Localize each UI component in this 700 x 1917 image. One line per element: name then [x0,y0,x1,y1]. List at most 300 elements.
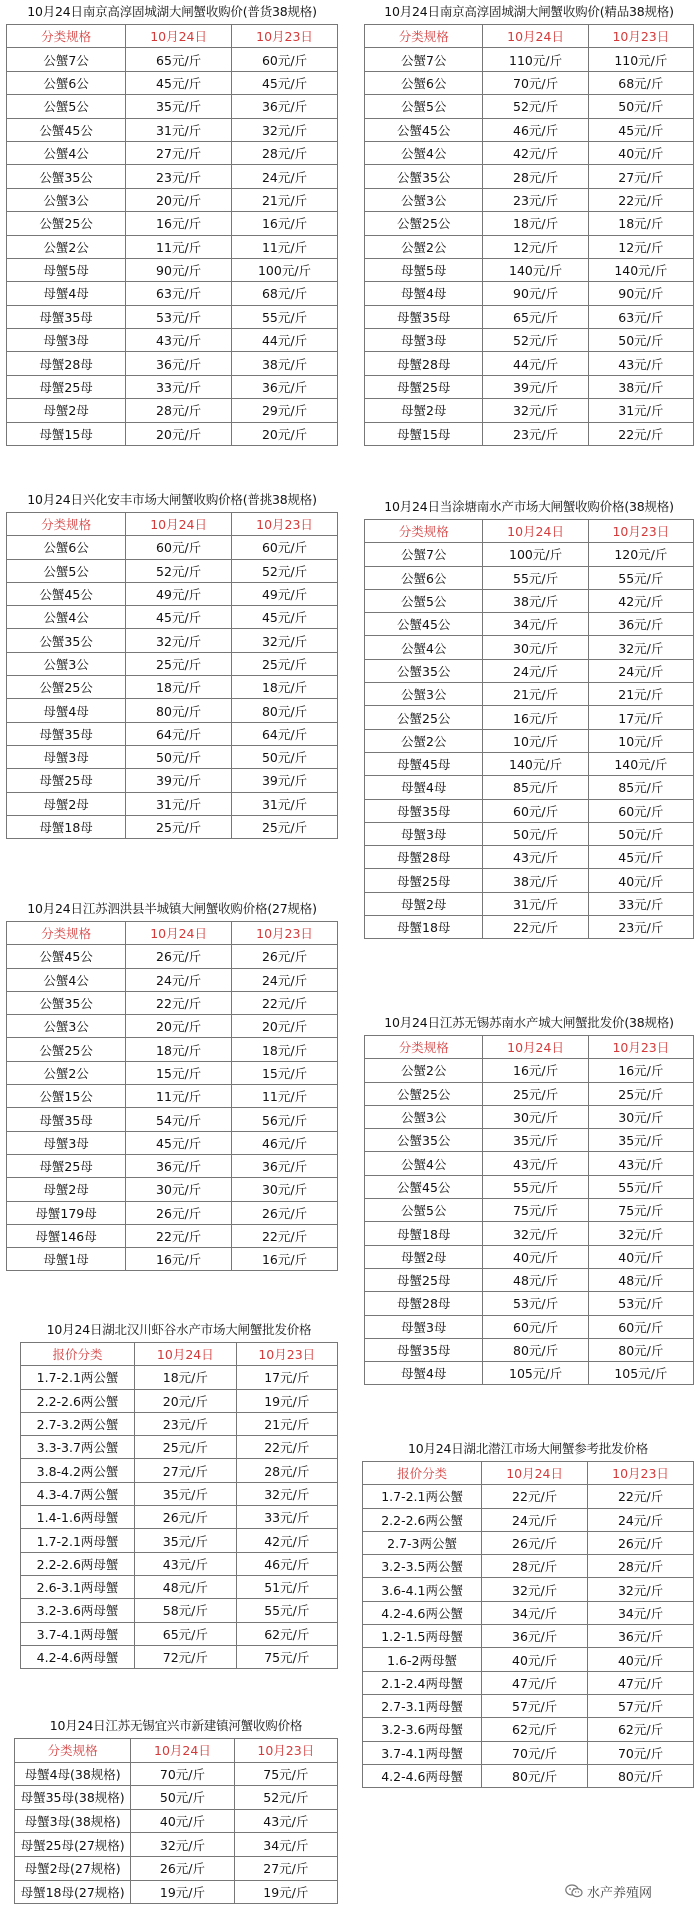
cell-price-current: 40元/斤 [483,1245,588,1268]
table-row [7,329,338,352]
cell-spec: 母蟹45母 [365,752,483,775]
cell-spec: 母蟹25母 [365,869,483,892]
cell-price-current: 27元/斤 [126,141,232,164]
cell-price-previous: 21元/斤 [236,1412,337,1435]
cell-price-previous: 21元/斤 [232,188,338,211]
cell-price-previous: 24元/斤 [232,165,338,188]
cell-spec: 2.1-2.4两母蟹 [363,1671,482,1694]
panel-xinghua-anfeng [6,488,338,912]
cell-price-current: 18元/斤 [126,1038,232,1061]
cell-spec: 公蟹25公 [365,706,483,729]
table-row [15,1786,338,1810]
cell-price-current: 70元/斤 [483,71,588,94]
table-row [21,1622,338,1645]
table-row [363,1578,694,1601]
cell-price-previous: 27元/斤 [234,1856,337,1880]
cell-price-previous: 32元/斤 [232,118,338,141]
table-row [7,606,338,629]
cell-price-previous: 36元/斤 [232,375,338,398]
cell-spec: 2.2-2.6两母蟹 [21,1552,135,1575]
cell-price-previous: 32元/斤 [232,629,338,652]
cell-price-current: 30元/斤 [126,1178,232,1201]
cell-spec: 公蟹25公 [7,1038,126,1061]
cell-spec: 公蟹3公 [7,1015,126,1038]
cell-price-current: 60元/斤 [483,1315,588,1338]
panel-yixing-xinjianzhen [14,1714,338,1912]
table-row [21,1599,338,1622]
table-row [21,1575,338,1598]
cell-price-previous: 24元/斤 [588,1508,694,1531]
table-row [7,422,338,445]
cell-price-previous: 40元/斤 [588,141,693,164]
cell-price-previous: 50元/斤 [588,95,693,118]
cell-spec: 2.7-3两公蟹 [363,1531,482,1554]
table-row [7,582,338,605]
cell-price-previous: 42元/斤 [236,1529,337,1552]
table-row [365,95,694,118]
header-date-current: 10月24日 [126,513,232,536]
cell-price-current: 25元/斤 [483,1082,588,1105]
cell-price-previous: 20元/斤 [232,422,338,445]
cell-spec: 公蟹3公 [7,188,126,211]
table-row [7,188,338,211]
table-row [365,706,694,729]
cell-spec: 公蟹2公 [7,1061,126,1084]
table-row [365,212,694,235]
cell-spec: 公蟹25公 [365,212,483,235]
cell-price-current: 22元/斤 [483,916,588,939]
cell-spec: 3.6-4.1两公蟹 [363,1578,482,1601]
table-row [21,1436,338,1459]
table-row [7,792,338,815]
header-row [7,25,338,48]
cell-price-current: 80元/斤 [126,699,232,722]
table-row [365,799,694,822]
header-row [7,513,338,536]
cell-spec: 母蟹2母 [365,1245,483,1268]
cell-price-previous: 44元/斤 [232,329,338,352]
header-date-current: 10月24日 [126,922,232,945]
table-row [7,1061,338,1084]
cell-spec: 公蟹7公 [365,48,483,71]
price-table [6,24,338,446]
cell-spec: 公蟹7公 [7,48,126,71]
cell-price-previous: 38元/斤 [588,375,693,398]
cell-price-current: 40元/斤 [482,1648,588,1671]
cell-price-previous: 45元/斤 [588,846,693,869]
cell-price-previous: 22元/斤 [232,1224,338,1247]
table-row [7,652,338,675]
cell-spec: 2.7-3.2两公蟹 [21,1412,135,1435]
cell-price-previous: 16元/斤 [232,1248,338,1271]
cell-price-previous: 43元/斤 [234,1809,337,1833]
cell-price-current: 43元/斤 [483,846,588,869]
cell-price-current: 11元/斤 [126,235,232,258]
cell-price-previous: 22元/斤 [588,188,693,211]
cell-price-previous: 40元/斤 [588,1245,693,1268]
price-table [364,24,694,446]
table-row [365,375,694,398]
table-row [7,991,338,1014]
table-row [365,869,694,892]
cell-spec: 公蟹25公 [365,1082,483,1105]
cell-price-previous: 26元/斤 [588,1531,694,1554]
table-row [365,589,694,612]
table-row [365,566,694,589]
header-date-previous: 10月23日 [588,25,693,48]
table-row [7,212,338,235]
table-row [21,1529,338,1552]
cell-price-current: 70元/斤 [131,1762,234,1786]
cell-spec: 公蟹35公 [365,1129,483,1152]
table-row [363,1531,694,1554]
cell-spec: 4.2-4.6两公蟹 [363,1601,482,1624]
cell-price-previous: 18元/斤 [232,676,338,699]
table-row [365,846,694,869]
table-row [7,629,338,652]
cell-price-previous: 34元/斤 [588,1601,694,1624]
table-row [7,118,338,141]
cell-spec: 1.7-2.1两母蟹 [21,1529,135,1552]
cell-spec: 公蟹3公 [365,683,483,706]
table-row [365,1362,694,1385]
table-row [7,352,338,375]
cell-spec: 2.7-3.1两母蟹 [363,1694,482,1717]
cell-spec: 公蟹4公 [365,1152,483,1175]
cell-spec: 公蟹6公 [365,71,483,94]
cell-price-current: 16元/斤 [126,212,232,235]
table-row [7,699,338,722]
cell-price-current: 48元/斤 [135,1575,236,1598]
cell-spec: 公蟹7公 [365,543,483,566]
cell-price-current: 23元/斤 [126,165,232,188]
table-row [365,352,694,375]
cell-price-previous: 49元/斤 [232,582,338,605]
cell-price-previous: 40元/斤 [588,869,693,892]
cell-price-previous: 57元/斤 [588,1694,694,1717]
cell-price-previous: 25元/斤 [588,1082,693,1105]
cell-spec: 母蟹4母 [365,776,483,799]
cell-price-current: 18元/斤 [483,212,588,235]
table-row [365,329,694,352]
cell-price-current: 20元/斤 [135,1389,236,1412]
cell-spec: 公蟹35公 [7,991,126,1014]
cell-price-current: 80元/斤 [483,1338,588,1361]
cell-spec: 公蟹6公 [7,71,126,94]
table-row [363,1625,694,1648]
cell-price-current: 25元/斤 [135,1436,236,1459]
cell-spec: 公蟹3公 [365,188,483,211]
cell-spec: 公蟹35公 [365,165,483,188]
cell-price-previous: 55元/斤 [588,566,693,589]
cell-price-current: 28元/斤 [483,165,588,188]
cell-price-previous: 35元/斤 [588,1129,693,1152]
cell-price-current: 60元/斤 [126,536,232,559]
cell-price-current: 20元/斤 [126,188,232,211]
cell-spec: 3.7-4.1两母蟹 [21,1622,135,1645]
header-date-previous: 10月23日 [236,1343,337,1366]
table-row [365,165,694,188]
cell-spec: 公蟹2公 [7,235,126,258]
cell-price-current: 16元/斤 [483,706,588,729]
cell-price-previous: 50元/斤 [588,822,693,845]
header-date-current: 10月24日 [483,25,588,48]
cell-price-previous: 28元/斤 [236,1459,337,1482]
table-row [363,1741,694,1764]
cell-spec: 2.6-3.1两母蟹 [21,1575,135,1598]
header-row [21,1343,338,1366]
table-title: 10月24日湖北汉川虾谷水产市场大闸蟹批发价格 [46,1322,312,1337]
table-row [21,1482,338,1505]
panel-qianjiang [362,1437,694,1827]
cell-price-current: 30元/斤 [483,1105,588,1128]
cell-price-previous: 18元/斤 [232,1038,338,1061]
table-row [7,1038,338,1061]
cell-price-previous: 10元/斤 [588,729,693,752]
cell-spec: 母蟹28母 [365,1292,483,1315]
table-title: 10月24日兴化安丰市场大闸蟹收购价格(普挑38规格) [27,492,317,507]
cell-price-previous: 25元/斤 [232,652,338,675]
table-row [363,1671,694,1694]
cell-price-previous: 32元/斤 [236,1482,337,1505]
cell-price-current: 90元/斤 [483,282,588,305]
table-row [7,1015,338,1038]
table-title: 10月24日南京高淳固城湖大闸蟹收购价(普货38规格) [27,4,317,19]
table-row [15,1880,338,1904]
cell-price-previous: 43元/斤 [588,352,693,375]
table-row [7,745,338,768]
cell-spec: 3.3-3.7两公蟹 [21,1436,135,1459]
table-row [365,1338,694,1361]
cell-price-previous: 19元/斤 [234,1880,337,1904]
cell-price-current: 55元/斤 [483,566,588,589]
table-row [21,1552,338,1575]
cell-price-current: 45元/斤 [126,1131,232,1154]
cell-price-current: 10元/斤 [483,729,588,752]
table-row [7,945,338,968]
cell-spec: 母蟹35母 [7,722,126,745]
cell-price-previous: 29元/斤 [232,399,338,422]
table-row [21,1459,338,1482]
table-row [365,543,694,566]
cell-spec: 母蟹28母 [365,352,483,375]
cell-price-previous: 32元/斤 [588,636,693,659]
table-row [365,1059,694,1082]
table-row [365,729,694,752]
header-category: 分类规格 [15,1739,131,1763]
table-row [365,1152,694,1175]
table-row [365,118,694,141]
cell-price-current: 65元/斤 [126,48,232,71]
cell-spec: 母蟹3母 [365,1315,483,1338]
table-row [365,752,694,775]
cell-spec: 母蟹18母 [7,815,126,838]
cell-spec: 1.2-1.5两母蟹 [363,1625,482,1648]
cell-price-previous: 16元/斤 [588,1059,693,1082]
table-row [365,916,694,939]
table-row [15,1762,338,1786]
cell-spec: 母蟹1母 [7,1248,126,1271]
table-row [365,683,694,706]
header-category: 报价分类 [21,1343,135,1366]
cell-price-current: 43元/斤 [126,329,232,352]
table-row [365,48,694,71]
cell-price-current: 57元/斤 [482,1694,588,1717]
table-row [7,1248,338,1271]
table-row [7,536,338,559]
cell-price-previous: 26元/斤 [232,1201,338,1224]
table-row [7,559,338,582]
cell-price-current: 50元/斤 [131,1786,234,1810]
cell-price-previous: 17元/斤 [588,706,693,729]
price-table [362,1461,694,1788]
table-row [365,1222,694,1245]
panel-wuxi-sunan [364,1011,694,1426]
header-row [7,922,338,945]
header-date-current: 10月24日 [135,1343,236,1366]
cell-spec: 母蟹2母 [7,399,126,422]
cell-price-current: 32元/斤 [131,1833,234,1857]
cell-price-previous: 85元/斤 [588,776,693,799]
cell-price-previous: 31元/斤 [588,399,693,422]
cell-price-previous: 75元/斤 [236,1645,337,1668]
cell-price-current: 140元/斤 [483,752,588,775]
cell-price-previous: 80元/斤 [588,1764,694,1787]
cell-spec: 母蟹146母 [7,1224,126,1247]
cell-price-previous: 100元/斤 [232,258,338,281]
table-row [21,1412,338,1435]
cell-price-current: 20元/斤 [126,1015,232,1038]
cell-spec: 母蟹4母 [7,699,126,722]
cell-spec: 母蟹35母(38规格) [15,1786,131,1810]
cell-price-current: 100元/斤 [483,543,588,566]
cell-price-previous: 51元/斤 [236,1575,337,1598]
cell-spec: 母蟹35母 [365,799,483,822]
cell-price-current: 44元/斤 [483,352,588,375]
cell-price-previous: 33元/斤 [588,892,693,915]
header-category: 分类规格 [365,25,483,48]
cell-spec: 母蟹2母 [7,792,126,815]
cell-price-previous: 64元/斤 [232,722,338,745]
cell-price-current: 43元/斤 [483,1152,588,1175]
cell-price-previous: 63元/斤 [588,305,693,328]
cell-price-previous: 21元/斤 [588,683,693,706]
cell-price-previous: 45元/斤 [588,118,693,141]
table-title: 10月24日当涂塘南水产市场大闸蟹收购价格(38规格) [384,499,674,514]
header-category: 分类规格 [365,1036,483,1059]
table-row [365,422,694,445]
cell-price-previous: 16元/斤 [232,212,338,235]
panel-sihong-banchengzhen [6,897,338,1312]
cell-price-previous: 105元/斤 [588,1362,693,1385]
cell-price-previous: 110元/斤 [588,48,693,71]
table-row [365,188,694,211]
panel-gucheng-ordinary [6,0,338,442]
table-row [365,822,694,845]
cell-price-previous: 22元/斤 [588,1485,694,1508]
cell-price-current: 65元/斤 [483,305,588,328]
table-row [7,1108,338,1131]
cell-price-current: 34元/斤 [483,613,588,636]
table-row [363,1485,694,1508]
cell-price-previous: 140元/斤 [588,752,693,775]
table-row [363,1648,694,1671]
table-row [365,305,694,328]
table-row [365,659,694,682]
header-date-current: 10月24日 [482,1462,588,1485]
cell-price-current: 63元/斤 [126,282,232,305]
cell-spec: 公蟹45公 [365,1175,483,1198]
header-date-current: 10月24日 [126,25,232,48]
price-table [6,921,338,1271]
cell-spec: 母蟹3母(38规格) [15,1809,131,1833]
table-row [365,613,694,636]
cell-price-previous: 12元/斤 [588,235,693,258]
header-category: 报价分类 [363,1462,482,1485]
header-row [365,520,694,543]
table-row [365,636,694,659]
cell-price-current: 26元/斤 [482,1531,588,1554]
header-date-current: 10月24日 [131,1739,234,1763]
cell-spec: 母蟹25母 [7,769,126,792]
header-category: 分类规格 [7,513,126,536]
cell-price-current: 48元/斤 [483,1268,588,1291]
cell-price-previous: 30元/斤 [588,1105,693,1128]
table-row [365,1199,694,1222]
cell-spec: 公蟹45公 [7,118,126,141]
cell-spec: 3.7-4.1两母蟹 [363,1741,482,1764]
cell-price-current: 35元/斤 [135,1529,236,1552]
cell-price-previous: 28元/斤 [232,141,338,164]
cell-price-previous: 56元/斤 [232,1108,338,1131]
table-row [365,1292,694,1315]
cell-spec: 公蟹5公 [365,589,483,612]
table-title: 10月24日江苏无锡宜兴市新建镇河蟹收购价格 [49,1718,303,1733]
cell-price-current: 28元/斤 [482,1555,588,1578]
cell-price-current: 24元/斤 [483,659,588,682]
cell-price-previous: 60元/斤 [588,799,693,822]
cell-spec: 公蟹2公 [365,729,483,752]
table-row [7,258,338,281]
cell-price-previous: 20元/斤 [232,1015,338,1038]
cell-spec: 2.2-2.6两公蟹 [363,1508,482,1531]
cell-spec: 3.8-4.2两公蟹 [21,1459,135,1482]
table-row [365,282,694,305]
cell-spec: 母蟹25母 [365,375,483,398]
cell-price-previous: 43元/斤 [588,1152,693,1175]
cell-price-previous: 22元/斤 [232,991,338,1014]
header-date-previous: 10月23日 [232,922,338,945]
cell-price-current: 12元/斤 [483,235,588,258]
cell-price-previous: 75元/斤 [234,1762,337,1786]
cell-price-previous: 55元/斤 [236,1599,337,1622]
cell-price-previous: 47元/斤 [588,1671,694,1694]
cell-price-previous: 34元/斤 [234,1833,337,1857]
cell-spec: 公蟹2公 [365,235,483,258]
cell-price-previous: 36元/斤 [232,1154,338,1177]
cell-price-current: 46元/斤 [483,118,588,141]
cell-price-previous: 60元/斤 [232,48,338,71]
cell-spec: 公蟹5公 [365,95,483,118]
cell-price-previous: 55元/斤 [588,1175,693,1198]
table-row [7,305,338,328]
cell-price-current: 140元/斤 [483,258,588,281]
cell-price-current: 36元/斤 [126,1154,232,1177]
cell-price-current: 80元/斤 [482,1764,588,1787]
cell-spec: 母蟹3母 [365,329,483,352]
cell-price-previous: 60元/斤 [588,1315,693,1338]
cell-price-previous: 90元/斤 [588,282,693,305]
